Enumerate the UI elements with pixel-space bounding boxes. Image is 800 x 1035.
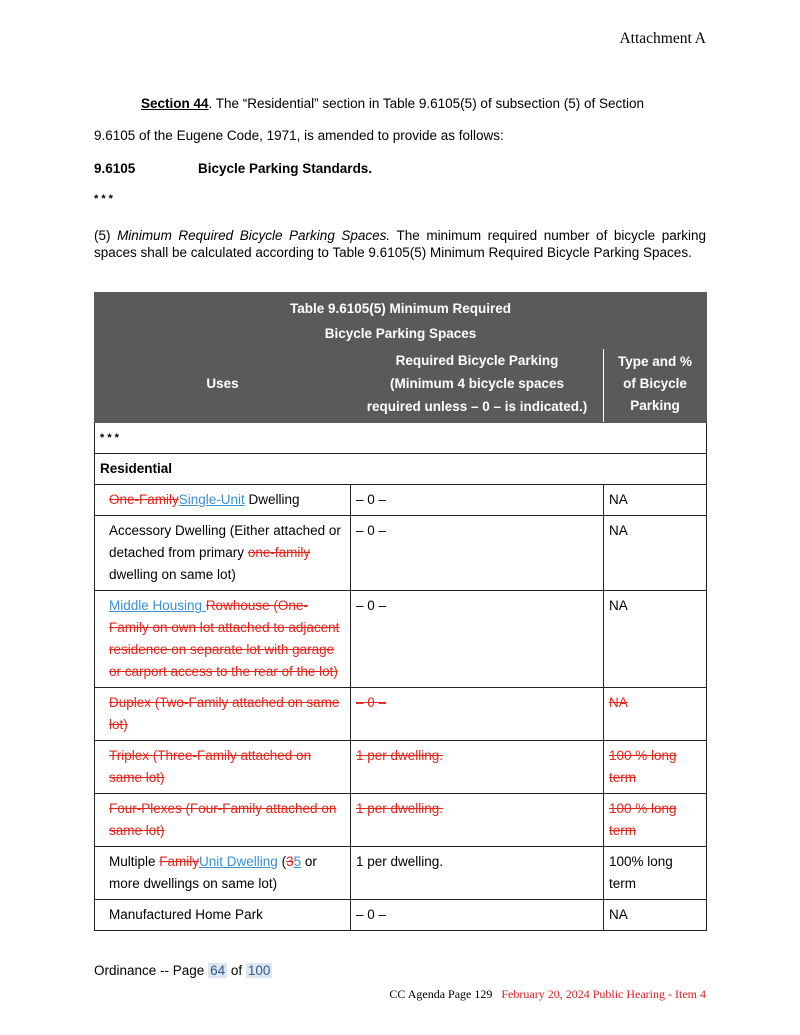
section-intro (94, 95, 706, 113)
code-title: Bicycle Parking Standards. (198, 161, 373, 176)
table-row (95, 847, 707, 900)
section-intro-text: . The “Residential” section in Table 9.6105(5) of subsection (5) of Section (208, 96, 645, 111)
col-header-uses: Uses (95, 349, 351, 423)
use-cell: One-FamilySingle-Unit Dwelling (95, 485, 351, 516)
table-row (95, 794, 707, 847)
agenda-footer (389, 987, 706, 1002)
residential-heading: Residential (95, 454, 707, 485)
use-cell: Triplex (Three-Family attached on same lot) (95, 741, 351, 794)
type-cell: NA (604, 688, 707, 741)
required-cell: 1 per dwelling. (351, 741, 604, 794)
section-label: Section 44 (141, 96, 209, 111)
type-cell: 100 % long term (604, 741, 707, 794)
type-cell: NA (604, 516, 707, 591)
use-cell: Four-Plexes (Four-Family attached on same lot) (95, 794, 351, 847)
page-total: 100 (247, 963, 271, 978)
col-header-required: Required Bicycle Parking (Minimum 4 bicycle spaces required unless – 0 – is indicated.) (351, 349, 604, 423)
table-row (95, 485, 707, 516)
table-asterisks: * * * (95, 423, 707, 454)
para-number: (5) (94, 228, 118, 243)
table-caption-row (95, 293, 707, 349)
use-cell: Middle Housing Rowhouse (One-Family on own lot attached to adjacent residence on separate lot with garage or carport access to the rear of the lot) (95, 591, 351, 688)
required-cell: 1 per dwelling. (351, 847, 604, 900)
required-cell: 1 per dwelling. (351, 794, 604, 847)
col-header-type: Type and % of Bicycle Parking (604, 349, 707, 423)
bicycle-parking-table (94, 292, 707, 931)
required-cell: – 0 – (351, 900, 604, 931)
table-header-row (95, 349, 707, 423)
table-row (95, 423, 707, 454)
asterisks: * * * (94, 193, 113, 205)
para-body: The minimum required number of bicycle parking spaces shall be calculated according to Table 9.6105(5) Minimum Required Bicycle Parking Spaces. (94, 228, 706, 260)
section-intro-line2: 9.6105 of the Eugene Code, 1971, is amended to provide as follows: (94, 128, 504, 143)
table-caption: Table 9.6105(5) Minimum Required Bicycle Parking Spaces (95, 293, 707, 349)
required-cell: – 0 – (351, 591, 604, 688)
required-cell: – 0 – (351, 485, 604, 516)
table-row (95, 516, 707, 591)
table-row (95, 591, 707, 688)
hearing-label: February 20, 2024 Public Hearing - Item 4 (501, 987, 706, 1001)
type-cell: NA (604, 591, 707, 688)
required-cell: – 0 – (351, 688, 604, 741)
paragraph-5 (94, 228, 706, 261)
para-title: Minimum Required Bicycle Parking Spaces. (117, 228, 391, 243)
use-cell: Multiple FamilyUnit Dwelling (35 or more dwellings on same lot) (95, 847, 351, 900)
table-row (95, 454, 707, 485)
table-row (95, 741, 707, 794)
page-number: 64 (210, 963, 226, 978)
attachment-label: Attachment A (619, 30, 706, 47)
ordinance-page-footer: Ordinance -- Page 64 of 100 (94, 963, 271, 978)
type-cell: NA (604, 900, 707, 931)
table-row (95, 900, 707, 931)
use-cell: Accessory Dwelling (Either attached or detached from primary one-family dwelling on same lot) (95, 516, 351, 591)
required-cell: – 0 – (351, 516, 604, 591)
agenda-page: CC Agenda Page 129 (389, 987, 493, 1001)
table-row (95, 688, 707, 741)
code-number: 9.6105 (94, 161, 136, 176)
use-cell: Duplex (Two-Family attached on same lot) (95, 688, 351, 741)
use-cell: Manufactured Home Park (95, 900, 351, 931)
type-cell: NA (604, 485, 707, 516)
type-cell: 100% long term (604, 847, 707, 900)
type-cell: 100 % long term (604, 794, 707, 847)
